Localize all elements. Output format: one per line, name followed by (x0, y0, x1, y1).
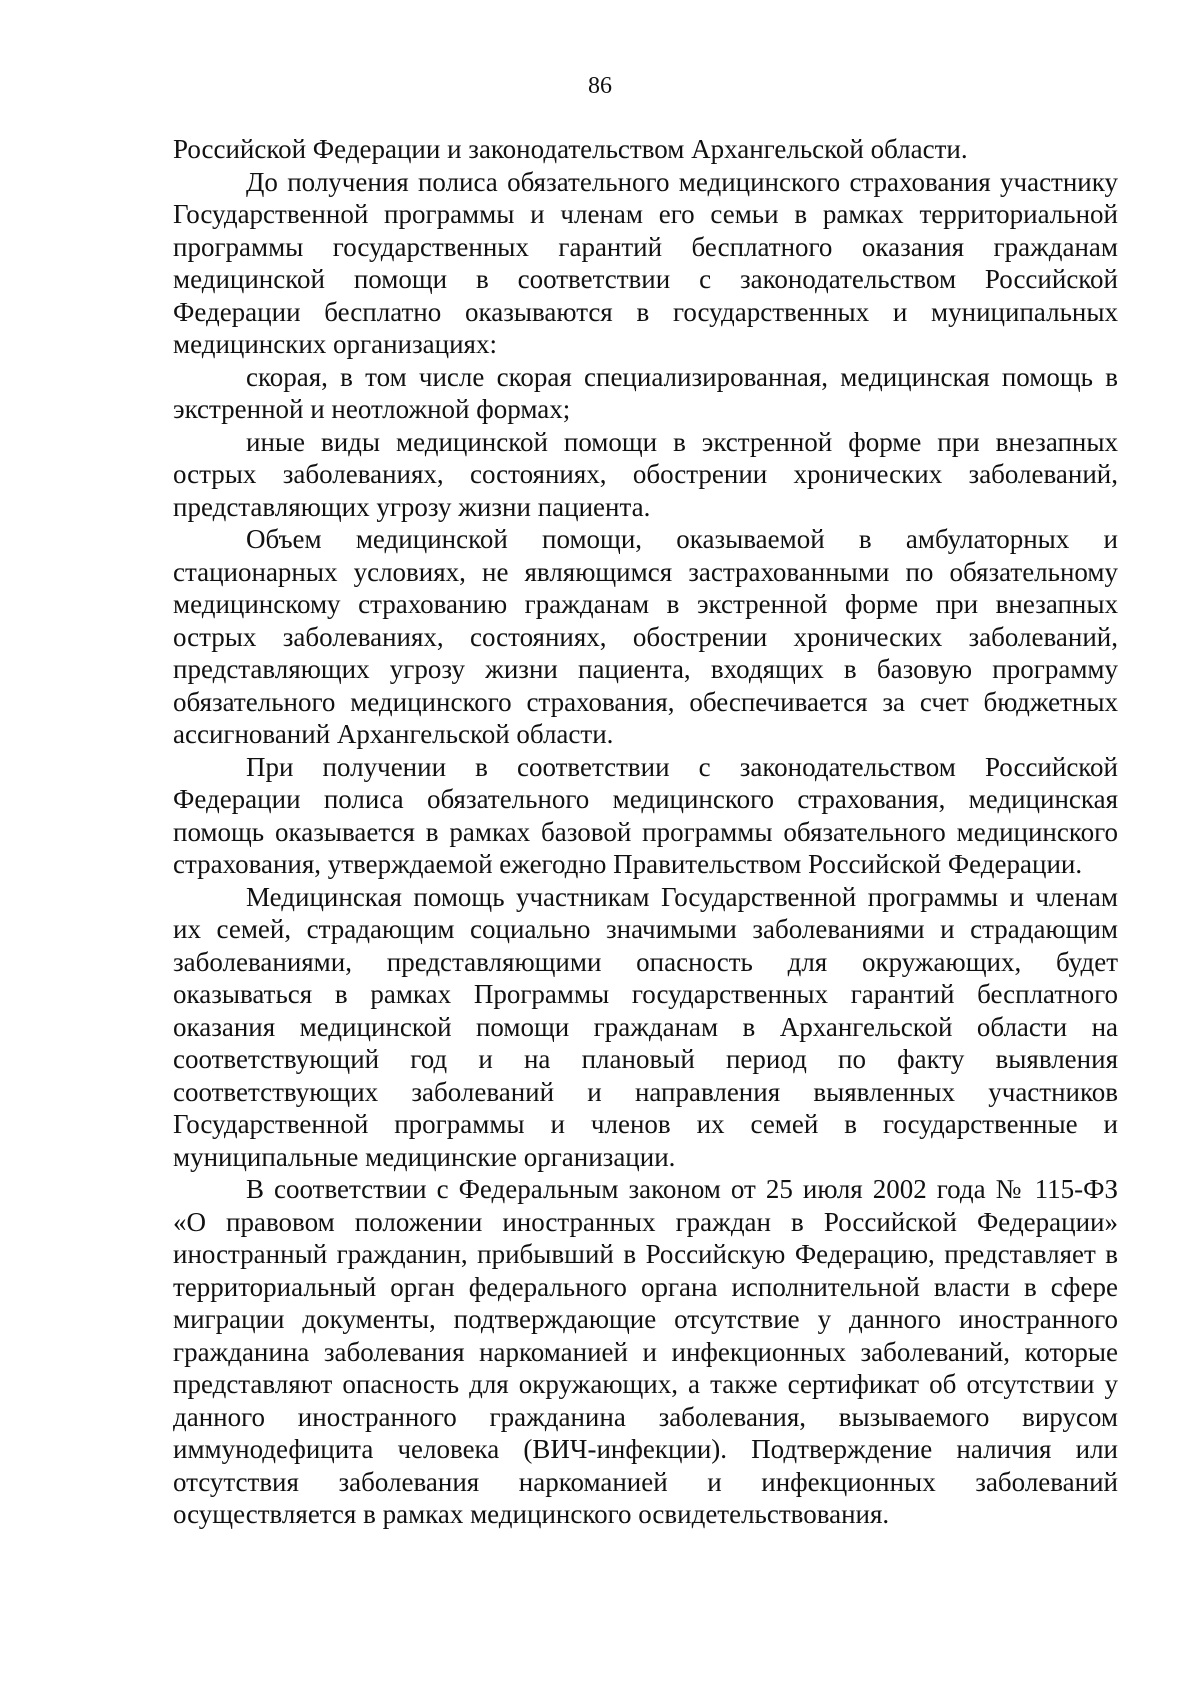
paragraph-4: иные виды медицинской помощи в экстренной форме при внезапных острых заболеваниях, состояниях, обострении хронических заболеваний, представляющих угрозу жизни пациента. (173, 426, 1118, 522)
paragraph-3: скорая, в том числе скорая специализированная, медицинская помощь в экстренной и неотложной формах; (173, 361, 1118, 424)
paragraph-5: Объем медицинской помощи, оказываемой в амбулаторных и стационарных условиях, не являющимся застрахованными по обязательному медицинскому страхованию гражданам в экстренной форме при внезапных острых заболеваниях, состояниях, обострении хронических заболеваний, представляющих угрозу жизни пациента, входящих в базовую программу обязательного медицинского страхования, обеспечивается за счет бюджетных ассигнований Архангельской области. (173, 524, 1118, 749)
document-body (173, 133, 1118, 1531)
paragraph-6: При получении в соответствии с законодательством Российской Федерации полиса обязательного медицинского страхования, медицинская помощь оказывается в рамках базовой программы обязательного медицинского страхования, утверждаемой ежегодно Правительством Российской Федерации. (173, 751, 1118, 879)
page-number: 86 (588, 73, 612, 99)
paragraph-8: В соответствии с Федеральным законом от 25 июля 2002 года № 115-ФЗ «О правовом положении иностранных граждан в Российской Федерации» иностранный гражданин, прибывший в Российскую Федерацию, представляет в территориальный орган федерального органа исполнительной власти в сфере миграции документы, подтверждающие отсутствие у данного иностранного гражданина заболевания наркоманией и инфекционных заболеваний, которые представляют опасность для окружающих, а также сертификат об отсутствии у данного иностранного гражданина заболевания, вызываемого вирусом иммунодефицита человека (ВИЧ-инфекции). Подтверждение наличия или отсутствия заболевания наркоманией и инфекционных заболеваний осуществляется в рамках медицинского освидетельствования. (173, 1174, 1118, 1529)
paragraph-7: Медицинская помощь участникам Государственной программы и членам их семей, страдающим социально значимыми заболеваниями и страдающим заболеваниями, представляющими опасность для окружающих, будет оказываться в рамках Программы государственных гарантий бесплатного оказания медицинской помощи гражданам в Архангельской области на соответствующий год и на плановый период по факту выявления соответствующих заболеваний и направления выявленных участников Государственной программы и членов их семей в государственные и муниципальные медицинские организации. (173, 881, 1118, 1172)
paragraph-1: Российской Федерации и законодательством Архангельской области. (173, 134, 968, 164)
paragraph-2: До получения полиса обязательного медицинского страхования участнику Государственной программы и членам его семьи в рамках территориальной программы государственных гарантий бесплатного оказания гражданам медицинской помощи в соответствии с законодательством Российской Федерации бесплатно оказываются в государственных и муниципальных медицинских организациях: (173, 166, 1118, 359)
